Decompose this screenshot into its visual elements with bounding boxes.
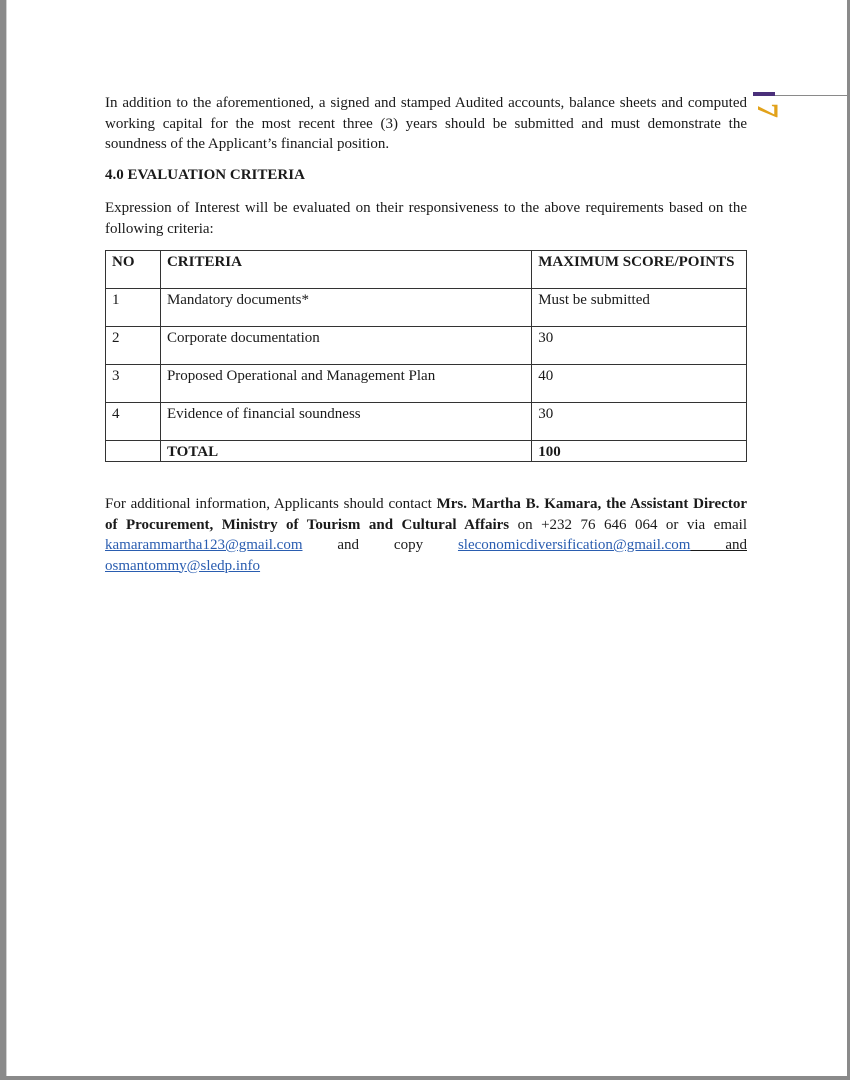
header-criteria: CRITERIA xyxy=(160,251,531,289)
email-link-primary[interactable]: kamarammartha123@gmail.com xyxy=(105,537,303,553)
row-no: 2 xyxy=(106,327,161,365)
row-no: 1 xyxy=(106,289,161,327)
header-score: MAXIMUM SCORE/POINTS xyxy=(532,251,747,289)
total-score: 100 xyxy=(532,441,747,462)
table-total-row xyxy=(106,441,747,462)
section-intro: Expression of Interest will be evaluated on their responsiveness to the above requirements based on the following criteria: xyxy=(105,200,747,237)
table-row xyxy=(106,327,747,365)
total-label: TOTAL xyxy=(160,441,531,462)
page-number: 7 xyxy=(751,103,784,118)
table-header-row xyxy=(106,251,747,289)
contact-and-text: and xyxy=(690,537,747,553)
contact-phone: on +232 76 646 064 or via email xyxy=(509,516,747,533)
email-link-copy[interactable]: sleconomicdiversification@gmail.com xyxy=(457,537,691,553)
total-no-empty xyxy=(106,441,161,462)
row-score: Must be submitted xyxy=(532,289,747,327)
row-no: 4 xyxy=(106,403,161,441)
row-score: 30 xyxy=(532,327,747,365)
row-criteria: Mandatory documents* xyxy=(160,289,531,327)
contact-paragraph xyxy=(105,494,747,576)
evaluation-criteria-table xyxy=(105,250,747,462)
row-criteria: Evidence of financial soundness xyxy=(160,403,531,441)
contact-name-role: Mrs. Martha B. Kamara, the Assistant Director of Procurement, Ministry of Tourism and Cultural Affairs xyxy=(105,496,747,533)
row-criteria: Corporate documentation xyxy=(160,327,531,365)
row-criteria: Proposed Operational and Management Plan xyxy=(160,365,531,403)
header-no: NO xyxy=(106,251,161,289)
row-no: 3 xyxy=(106,365,161,403)
table-row xyxy=(106,289,747,327)
email-link-second-copy[interactable]: osmantommy@sledp.info xyxy=(105,557,261,574)
page-number-marker xyxy=(753,92,850,132)
section-heading: 4.0 EVALUATION CRITERIA xyxy=(105,167,305,183)
table-row xyxy=(106,403,747,441)
document-page xyxy=(6,0,847,1076)
contact-copy-text: and copy xyxy=(302,537,458,553)
table-row xyxy=(106,365,747,403)
page-accent-bar xyxy=(753,92,775,96)
contact-lead: For additional information, Applicants should contact xyxy=(105,496,437,512)
row-score: 30 xyxy=(532,403,747,441)
intro-paragraph: In addition to the aforementioned, a signed and stamped Audited accounts, balance sheets and computed working capital for the most recent three (3) years should be submitted and must demonstrate the soundness of the Applicant’s financial position. xyxy=(105,95,747,152)
row-score: 40 xyxy=(532,365,747,403)
